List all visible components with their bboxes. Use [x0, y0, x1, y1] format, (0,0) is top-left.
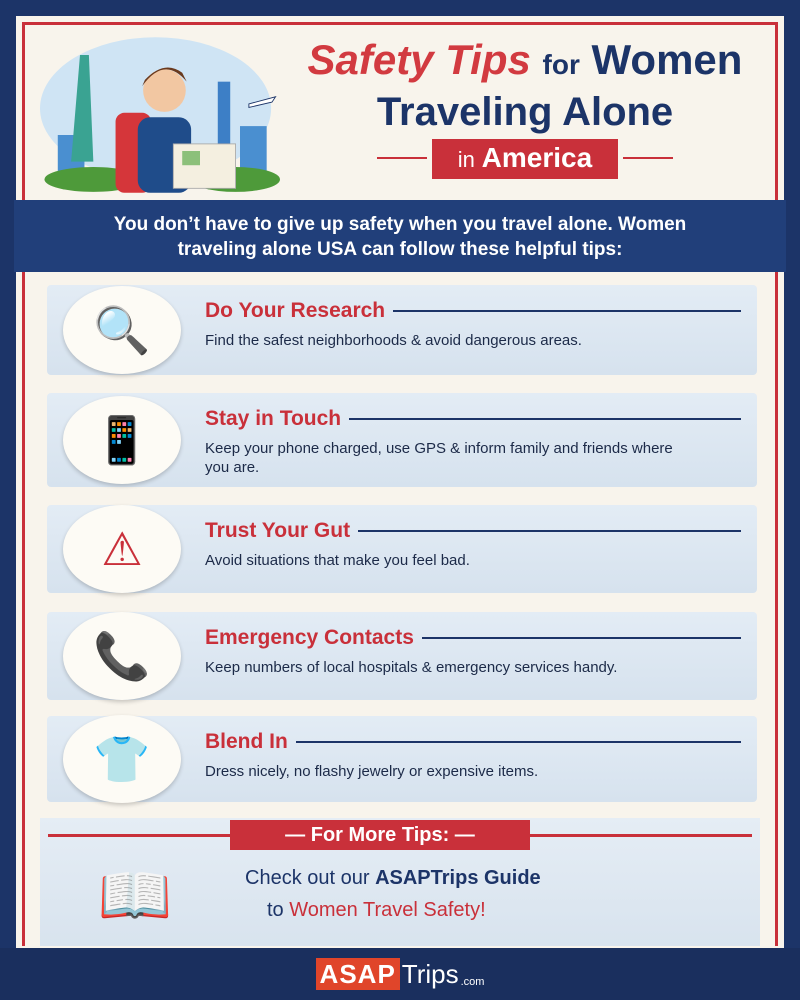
tip-title: Blend In [205, 730, 288, 753]
guide-link[interactable] [245, 862, 541, 926]
more-tips-banner: — For More Tips: — [230, 820, 530, 850]
logo-domain: .com [460, 976, 485, 988]
tip-title: Emergency Contacts [205, 626, 414, 649]
more-tips-section [40, 818, 760, 946]
shirt-no-jewelry-icon: 👕 [63, 715, 181, 803]
logo-asap: ASAP [316, 958, 400, 990]
divider [349, 418, 741, 420]
phone-map-icon: 📱 [63, 396, 181, 484]
ribbon-wrap [432, 139, 618, 179]
tip-desc: Avoid situations that make you feel bad. [205, 552, 470, 569]
footer [0, 948, 800, 1000]
tip-card-emergency [47, 612, 757, 700]
tip-card-blend-in [47, 716, 757, 802]
traveler-illustration [40, 30, 280, 200]
tip-desc: Keep your phone charged, use GPS & inform family and friends where you are. [205, 440, 673, 476]
intro-text: You don’t have to give up safety when you travel alone. Women traveling alone USA can follow these helpful tips: [113, 214, 687, 260]
divider [296, 741, 741, 743]
tip-desc: Keep numbers of local hospitals & emergency services handy. [205, 659, 618, 676]
title-line2: Traveling Alone [376, 90, 674, 134]
warning-icon: ⚠ [63, 505, 181, 593]
page-title [280, 36, 770, 179]
guide-text: Check out our [245, 867, 370, 889]
tip-card-stay-in-touch [47, 393, 757, 487]
map-magnifier-icon: 🔍 [63, 286, 181, 374]
ribbon-in: in [457, 147, 475, 172]
ribbon-line-right [623, 157, 673, 159]
guide-topic: Women Travel Safety! [289, 899, 486, 921]
ribbon-america: America [481, 142, 593, 173]
ribbon-line-left [377, 157, 427, 159]
tip-desc: Find the safest neighborhoods & avoid dangerous areas. [205, 332, 582, 349]
title-women: Women [591, 36, 743, 83]
america-ribbon [432, 139, 618, 179]
tip-card-trust-gut [47, 505, 757, 593]
tip-card-research [47, 285, 757, 375]
tip-title: Do Your Research [205, 299, 386, 322]
tip-title: Trust Your Gut [205, 519, 351, 542]
guide-book-icon: 📖 [97, 862, 173, 929]
title-safety-tips: Safety Tips [307, 36, 531, 83]
guide-name: ASAPTrips Guide [375, 867, 541, 889]
divider [358, 530, 741, 532]
phone-medical-icon: 📞 [63, 612, 181, 700]
tip-desc: Dress nicely, no flashy jewelry or expensive items. [205, 763, 539, 780]
title-for: for [542, 49, 580, 80]
divider [422, 637, 741, 639]
guide-text: to [267, 899, 284, 921]
logo-trips: Trips [401, 958, 459, 989]
intro-band [14, 200, 786, 272]
divider [393, 310, 741, 312]
tip-title: Stay in Touch [205, 407, 342, 430]
